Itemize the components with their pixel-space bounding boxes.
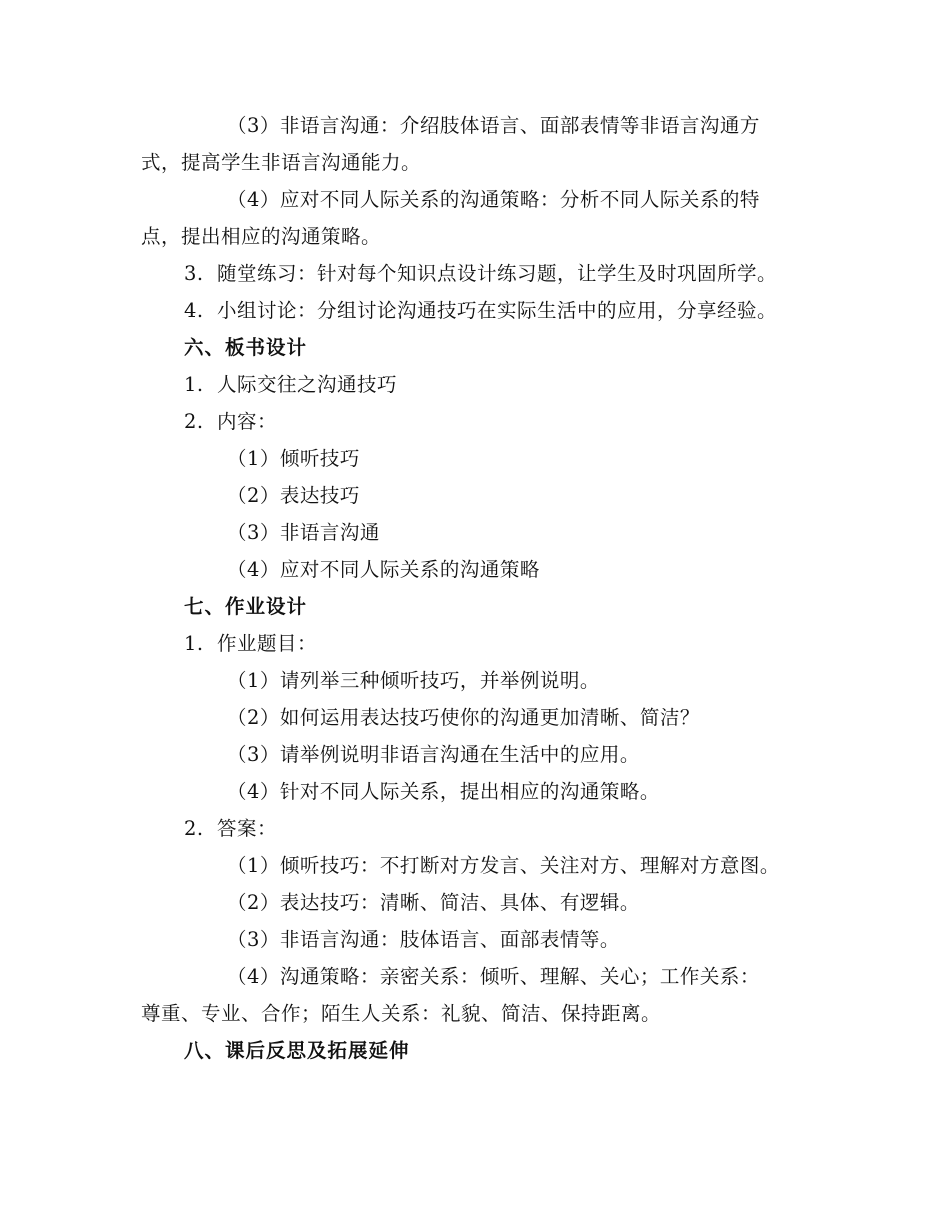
section-heading-reflection: 八、课后反思及拓展延伸 xyxy=(184,1039,410,1062)
list-item-homework-questions xyxy=(184,629,317,659)
paragraph-nonverbal-line1: （3）非语言沟通：介绍肢体语言、面部表情等非语言沟通方 xyxy=(227,114,760,137)
question-2: （2）如何运用表达技巧使你的沟通更加清晰、简洁？ xyxy=(227,706,700,729)
paragraph-strategy-line2: 点，提出相应的沟通策略。 xyxy=(141,225,382,248)
list-item-text: 作业题目： xyxy=(217,632,318,655)
question-3: （3）请举例说明非语言沟通在生活中的应用。 xyxy=(227,743,640,766)
list-number: 1. xyxy=(184,632,204,655)
list-item-text: 答案： xyxy=(217,817,278,840)
list-item-discussion xyxy=(184,296,777,326)
list-item-text: 随堂练习：针对每个知识点设计练习题，让学生及时巩固所学。 xyxy=(217,262,778,285)
list-number: 2. xyxy=(184,817,204,840)
list-item-board-content xyxy=(184,407,277,437)
question-4: （4）针对不同人际关系，提出相应的沟通策略。 xyxy=(227,780,660,803)
section-heading-homework: 七、作业设计 xyxy=(184,595,308,618)
list-item-answers xyxy=(184,814,277,844)
list-number: 2. xyxy=(184,410,204,433)
list-item-text: 小组讨论：分组讨论沟通技巧在实际生活中的应用，分享经验。 xyxy=(217,299,778,322)
sub-item-expression: （2）表达技巧 xyxy=(227,484,360,507)
section-heading-board-design: 六、板书设计 xyxy=(184,336,308,359)
list-item-practice xyxy=(184,259,777,289)
sub-item-nonverbal: （3）非语言沟通 xyxy=(227,521,380,544)
answer-4-line1: （4）沟通策略：亲密关系：倾听、理解、关心；工作关系： xyxy=(227,965,760,988)
list-number: 1. xyxy=(184,373,204,396)
answer-3: （3）非语言沟通：肢体语言、面部表情等。 xyxy=(227,928,620,951)
list-item-text: 内容： xyxy=(217,410,278,433)
sub-item-listening: （1）倾听技巧 xyxy=(227,447,360,470)
answer-4-line2: 尊重、专业、合作；陌生人关系：礼貌、简洁、保持距离。 xyxy=(141,1002,662,1025)
answer-2: （2）表达技巧：清晰、简洁、具体、有逻辑。 xyxy=(227,891,640,914)
list-number: 3. xyxy=(184,262,204,285)
list-number: 4. xyxy=(184,299,204,322)
sub-item-strategy: （4）应对不同人际关系的沟通策略 xyxy=(227,558,540,581)
answer-1: （1）倾听技巧：不打断对方发言、关注对方、理解对方意图。 xyxy=(227,854,780,877)
paragraph-strategy-line1: （4）应对不同人际关系的沟通策略：分析不同人际关系的特 xyxy=(227,188,760,211)
paragraph-nonverbal-line2: 式，提高学生非语言沟通能力。 xyxy=(141,151,422,174)
list-item-board-title xyxy=(184,370,397,400)
list-item-text: 人际交往之沟通技巧 xyxy=(217,373,398,396)
question-1: （1）请列举三种倾听技巧，并举例说明。 xyxy=(227,669,600,692)
